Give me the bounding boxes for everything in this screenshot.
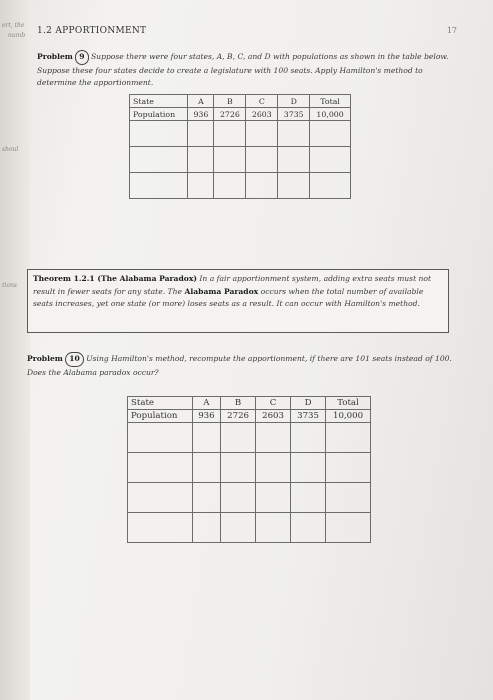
blank-row bbox=[130, 121, 351, 147]
theorem-box bbox=[27, 269, 449, 333]
margin-note: ert, the bbox=[2, 22, 25, 29]
table-header: B bbox=[214, 95, 246, 108]
table-cell: 2603 bbox=[246, 108, 278, 121]
margin-note: numb bbox=[8, 32, 26, 39]
blank-row bbox=[128, 483, 371, 513]
theorem-text-part: occurs when the total number of available seats increases, yet one state (or more) loses seats as a result. It can occur with Hamilton's method. bbox=[33, 286, 424, 308]
margin-note: tions bbox=[2, 282, 17, 289]
section-title: 1.2 APPORTIONMENT bbox=[37, 26, 147, 36]
problem-number-circle: 10 bbox=[65, 352, 84, 367]
table-cell: 936 bbox=[188, 108, 214, 121]
table-header: Total bbox=[326, 397, 371, 410]
table-cell: 936 bbox=[192, 410, 220, 423]
page-binding-edge bbox=[0, 0, 30, 700]
page-header bbox=[37, 26, 457, 40]
population-table-1 bbox=[129, 94, 351, 199]
table-header: State bbox=[128, 397, 193, 410]
table-header: C bbox=[246, 95, 278, 108]
page-number: 17 bbox=[446, 26, 457, 35]
table-cell: 10,000 bbox=[310, 108, 351, 121]
problem-label: Problem bbox=[37, 52, 73, 61]
theorem-label: Theorem 1.2.1 (The Alabama Paradox) bbox=[33, 274, 197, 283]
margin-note: shoul bbox=[2, 146, 19, 153]
table-header: C bbox=[256, 397, 291, 410]
problem-number-circle: 9 bbox=[75, 50, 88, 65]
theorem-term: Alabama Paradox bbox=[184, 286, 259, 296]
blank-row bbox=[128, 453, 371, 483]
theorem-text-part: In a fair apportionment system, adding extra seats must not result in fewer seats for any state. The bbox=[33, 274, 432, 296]
table-header: State bbox=[130, 95, 188, 108]
table-cell: 2603 bbox=[256, 410, 291, 423]
table-cell: 2726 bbox=[214, 108, 246, 121]
blank-row bbox=[128, 423, 371, 453]
problem-10 bbox=[27, 352, 467, 379]
theorem-text bbox=[33, 273, 445, 311]
population-table-2 bbox=[127, 396, 371, 543]
blank-row bbox=[130, 173, 351, 199]
problem-text: Using Hamilton's method, recompute the apportionment, if there are 101 seats instead of 100. Does the Alabama paradox occur? bbox=[27, 354, 452, 377]
table-header: D bbox=[291, 397, 326, 410]
table-cell: 3735 bbox=[291, 410, 326, 423]
table-cell: 10,000 bbox=[326, 410, 371, 423]
table-header: A bbox=[188, 95, 214, 108]
table-header: Total bbox=[310, 95, 351, 108]
blank-row bbox=[130, 147, 351, 173]
row-label: Population bbox=[128, 410, 193, 423]
table-header: B bbox=[221, 397, 256, 410]
table-cell: 2726 bbox=[221, 410, 256, 423]
table-header: D bbox=[278, 95, 310, 108]
problem-label: Problem bbox=[27, 354, 63, 363]
table-cell: 3735 bbox=[278, 108, 310, 121]
blank-row bbox=[128, 513, 371, 543]
problem-9 bbox=[37, 50, 457, 90]
problem-text: Suppose there were four states, A, B, C, and D with populations as shown in the table below. Suppose these four states decide to create a legislature with 100 seats. Apply Hamilton's method to determine the apportionment. bbox=[37, 52, 449, 87]
table-header: A bbox=[192, 397, 220, 410]
row-label: Population bbox=[130, 108, 188, 121]
